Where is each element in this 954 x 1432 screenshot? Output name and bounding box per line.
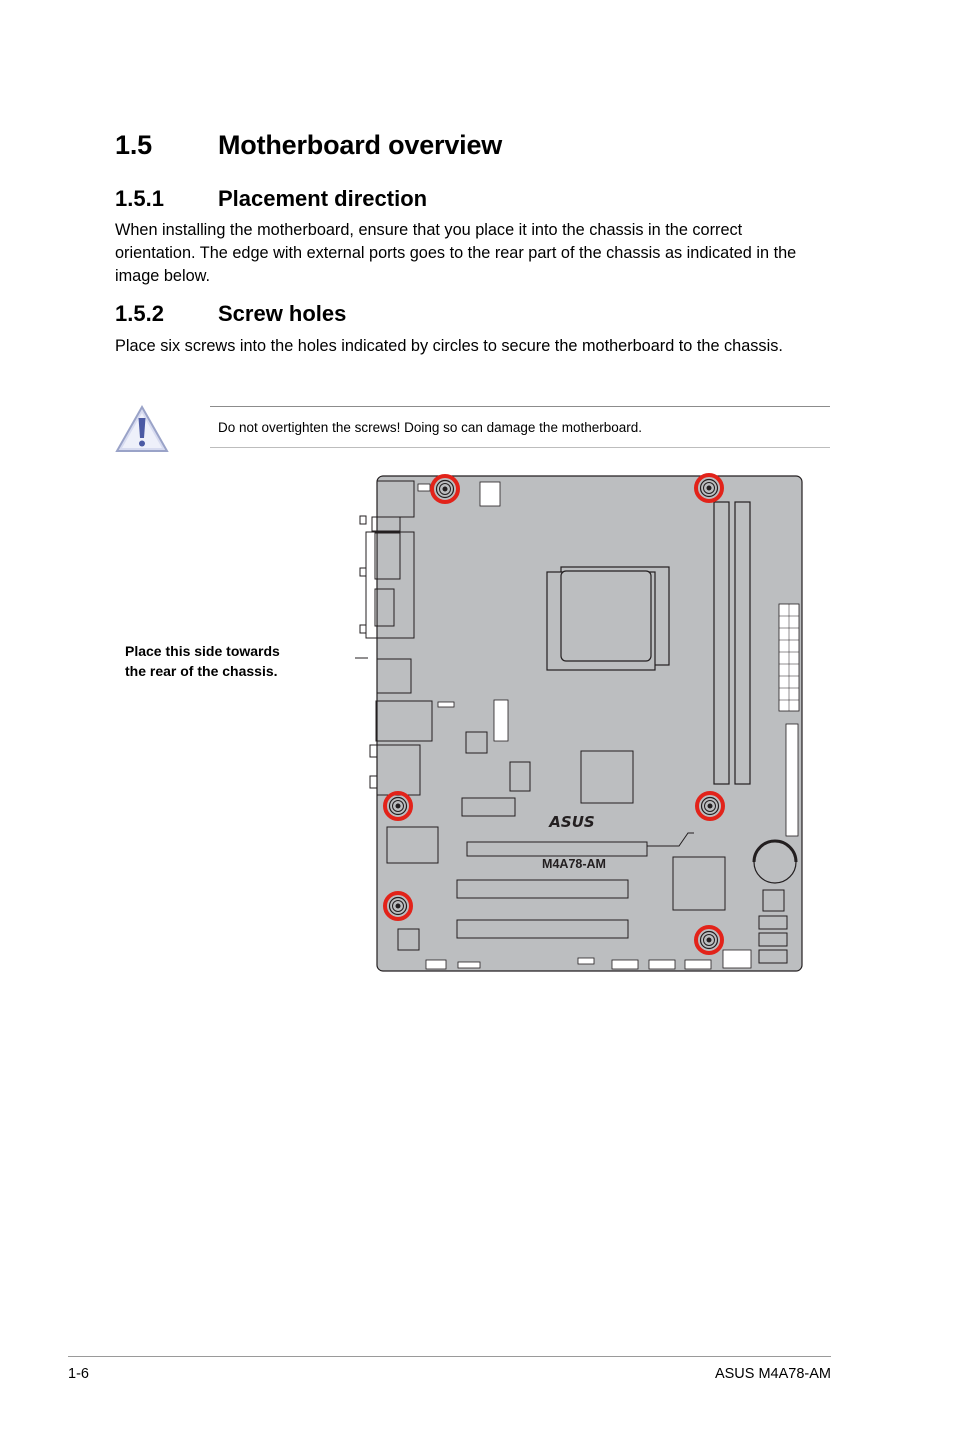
dimm-slot-1 bbox=[714, 502, 729, 784]
audio-tab-2 bbox=[370, 776, 377, 788]
screws-heading bbox=[115, 301, 346, 327]
io-tab-1 bbox=[360, 516, 366, 524]
section-heading bbox=[115, 130, 502, 161]
motherboard-diagram bbox=[355, 466, 810, 981]
audio-tab-1 bbox=[370, 745, 377, 757]
placement-heading bbox=[115, 186, 427, 212]
pci-slot-2 bbox=[457, 920, 628, 938]
warning-triangle-icon bbox=[115, 404, 169, 454]
callout-line-1: Place this side towards bbox=[125, 643, 280, 659]
caution-box bbox=[210, 406, 830, 448]
section-title: Motherboard overview bbox=[218, 130, 503, 160]
screw-hole-4 bbox=[697, 793, 723, 819]
placement-title: Placement direction bbox=[218, 186, 428, 211]
cpu-socket bbox=[547, 567, 669, 670]
rear-side-callout bbox=[125, 641, 325, 681]
section-number: 1.5 bbox=[115, 130, 152, 160]
screws-body: Place six screws into the holes indicated by circles to secure the motherboard to the chassis. bbox=[115, 337, 783, 355]
screws-title: Screw holes bbox=[218, 301, 347, 326]
screw-hole-6 bbox=[696, 927, 722, 953]
io-tab-3 bbox=[360, 625, 366, 633]
pcie-x16-slot bbox=[467, 842, 647, 856]
brand-logo: ASUS bbox=[549, 813, 595, 831]
screws-number: 1.5.2 bbox=[115, 301, 164, 326]
footer-rule bbox=[68, 1356, 831, 1357]
placement-body: When installing the motherboard, ensure that you place it into the chassis in the correct orientation. The edge with external ports goes to the rear part of the chassis as indicated in the image below. bbox=[115, 221, 797, 285]
pci-slot-1 bbox=[457, 880, 628, 898]
model-label: M4A78-AM bbox=[542, 857, 606, 871]
page-number: 1-6 bbox=[68, 1366, 89, 1382]
caution-text: Do not overtighten the screws! Doing so can damage the motherboard. bbox=[218, 420, 642, 435]
footer-product: ASUS M4A78-AM bbox=[714, 1366, 831, 1382]
callout-line-2: the rear of the chassis. bbox=[125, 663, 278, 679]
dimm-slot-2 bbox=[735, 502, 750, 784]
sata-connectors bbox=[759, 916, 787, 963]
io-tab-2 bbox=[360, 568, 366, 576]
placement-number: 1.5.1 bbox=[115, 186, 164, 211]
cmos-battery bbox=[754, 841, 796, 883]
